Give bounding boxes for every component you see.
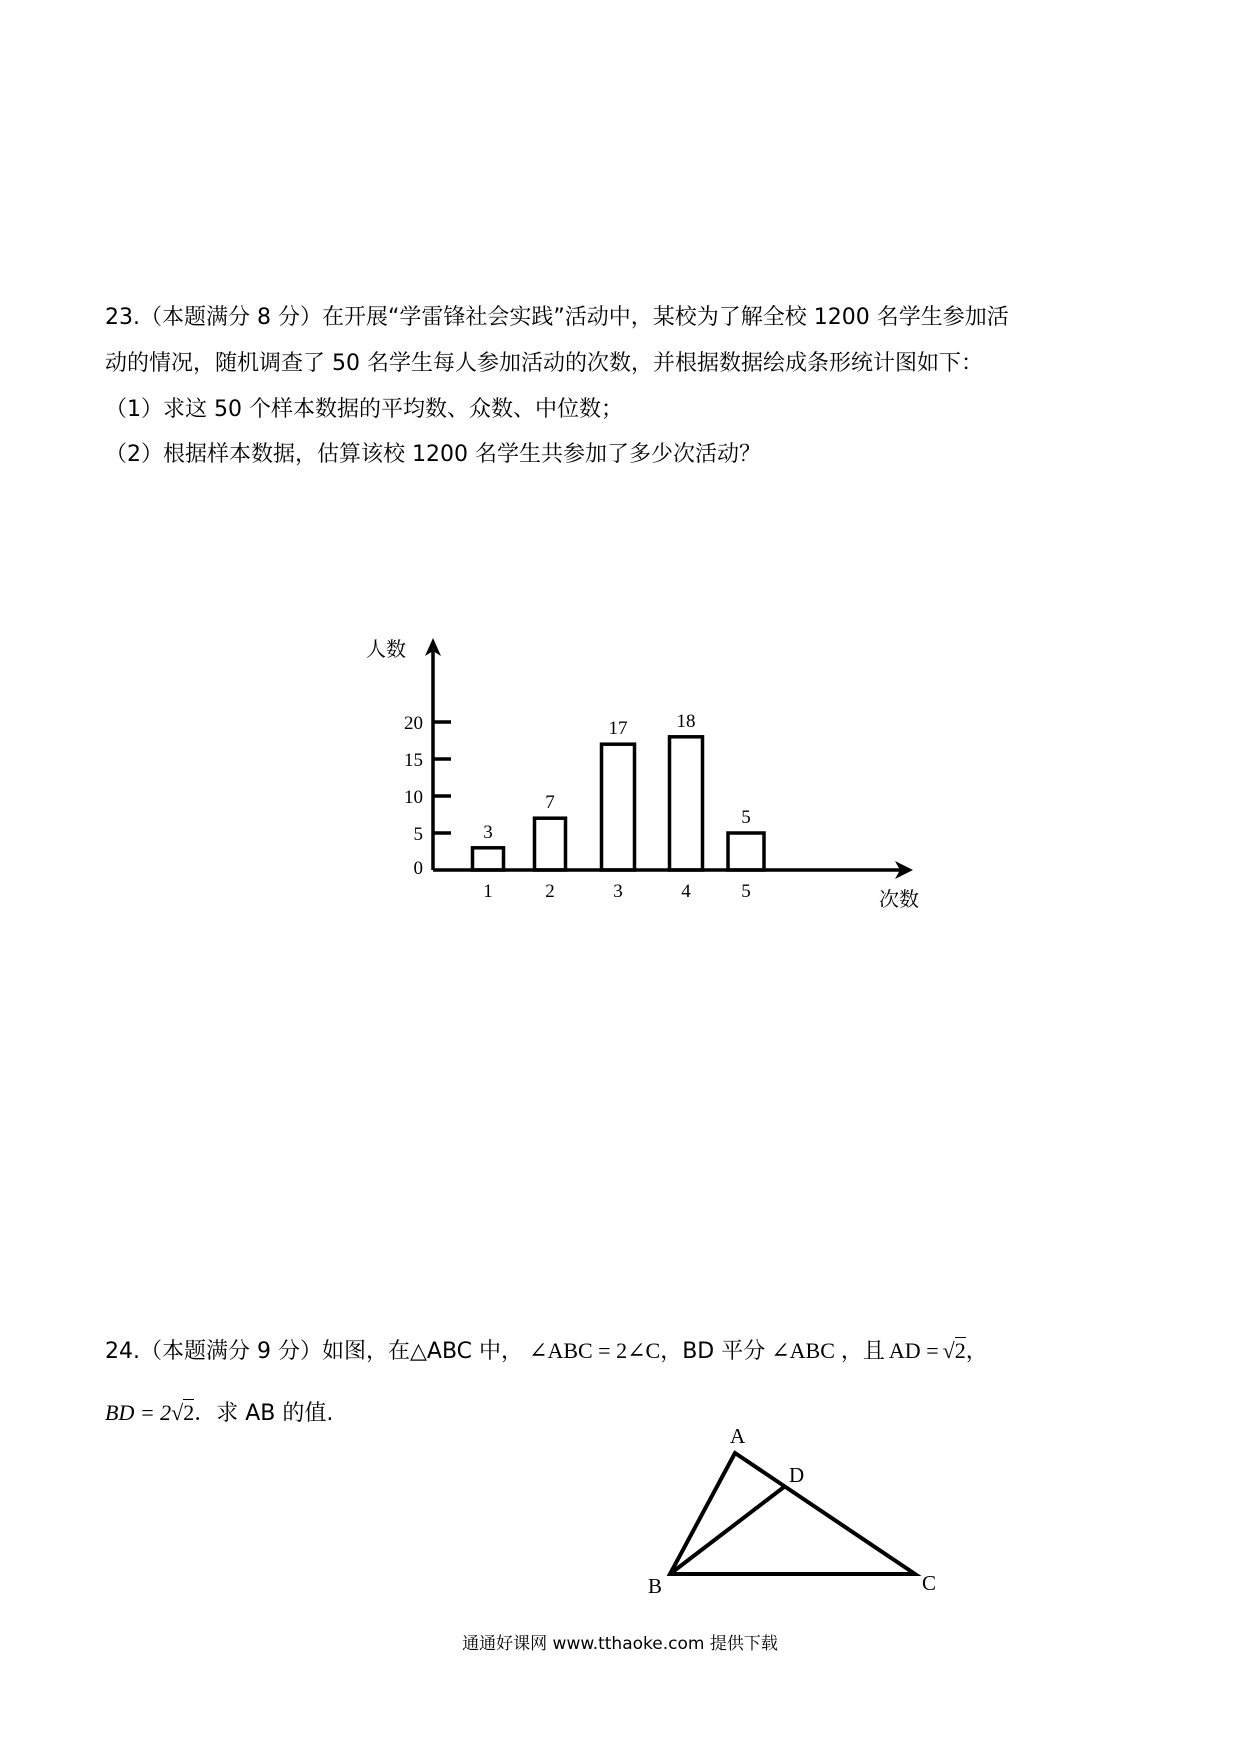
y-tick-label: 20 xyxy=(404,713,423,734)
x-tick-label: 4 xyxy=(681,881,691,902)
x-axis-label: 次数 xyxy=(879,889,919,911)
y-tick-label: 0 xyxy=(413,858,423,879)
q24-bd-lhs: BD = 2 xyxy=(105,1400,172,1425)
q24-sep-1: ，BD 平分 xyxy=(660,1339,766,1364)
y-tick-label: 15 xyxy=(404,750,423,771)
x-tick-label: 1 xyxy=(483,881,493,902)
sqrt-symbol: √ xyxy=(171,1400,184,1425)
data-label: 3 xyxy=(483,821,493,843)
q24-intro: 24.（本题满分 9 分）如图，在△ABC 中， xyxy=(105,1339,524,1364)
q24-ask: ．求 AB 的值. xyxy=(194,1401,334,1426)
q24-condition-angle: ∠ABC = 2∠C xyxy=(529,1338,661,1363)
y-tick-label: 10 xyxy=(404,787,423,808)
segment-bd xyxy=(670,1487,784,1574)
q23-line-2: 动的情况，随机调查了 50 名学生每人参加活动的次数，并根据数据绘成条形统计图如下： xyxy=(105,351,983,376)
data-label: 18 xyxy=(676,710,696,732)
q24-bd-radicand: 2 xyxy=(183,1400,195,1425)
q24-condition-ad-radicand: 2 xyxy=(954,1338,966,1363)
footer-credit: 通通好课网 www.tthaoke.com 提供下载 xyxy=(462,1634,778,1654)
data-label: 5 xyxy=(741,807,751,828)
data-label: 7 xyxy=(545,792,555,814)
q23-part-1: （1）求这 50 个样本数据的平均数、众数、中位数； xyxy=(105,397,623,422)
y-axis-label: 人数 xyxy=(366,639,406,661)
vertex-label-a: A xyxy=(730,1424,746,1448)
x-tick-label: 3 xyxy=(613,881,623,902)
q24-condition-bisect: ∠ABC xyxy=(771,1338,835,1363)
q24-condition-ad-lhs: AD = xyxy=(888,1338,939,1363)
q24-sep-2: ，且 xyxy=(840,1339,885,1364)
q23-part-2: （2）根据样本数据，估算该校 1200 名学生共参加了多少次活动？ xyxy=(105,442,761,467)
y-tick-label: 5 xyxy=(413,824,423,845)
vertex-label-b: B xyxy=(648,1574,663,1598)
x-tick-label: 5 xyxy=(741,881,751,902)
x-tick-label: 2 xyxy=(545,881,555,902)
q24-sep-3: ， xyxy=(965,1339,988,1364)
q23-line-1: 23.（本题满分 8 分）在开展“学雷锋社会实践”活动中，某校为了解全校 1200 名学生参加活 xyxy=(105,305,1009,330)
vertex-label-c: C xyxy=(922,1571,937,1595)
sqrt-symbol: √ xyxy=(942,1338,955,1363)
vertex-label-d: D xyxy=(789,1463,805,1487)
data-label: 17 xyxy=(608,718,628,740)
